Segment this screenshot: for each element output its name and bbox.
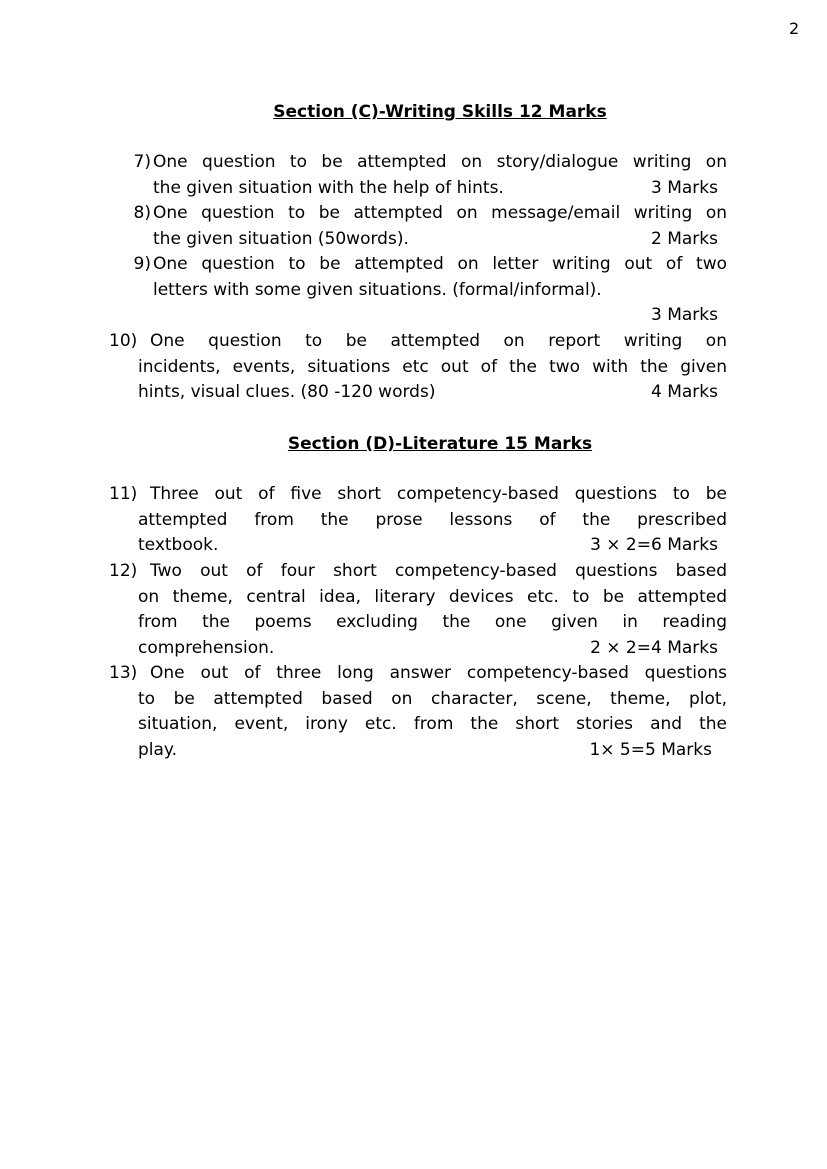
item-text-line: play. [138,739,177,760]
list-item-8 [106,201,727,252]
list-item-11 [106,482,727,559]
item-text-line: One question to be attempted on story/dialogue writing on [153,152,727,172]
item-text-line: letters with some given situations. (formal/informal). [153,279,602,300]
list-item-13 [106,661,727,763]
marks-label: 1× 5=5 Marks [589,739,712,760]
marks-label: 2 × 2=4 Marks [590,637,718,658]
item-text-line: to be attempted based on character, scene, theme, plot, [138,688,727,709]
section-d-heading: Section (D)-Literature 15 Marks [287,434,593,454]
item-text-line: comprehension. [138,637,275,658]
item-text-line: One question to be attempted on report writing on [150,331,727,351]
item-text-line: hints, visual clues. (80 -120 words) [138,382,436,402]
item-text-line: Two out of four short competency-based questions based [150,561,727,581]
item-text-line: situation, event, irony etc. from the short stories and the [138,714,727,734]
item-number: 8) [133,203,151,223]
section-c-heading: Section (C)-Writing Skills 12 Marks [273,102,607,122]
item-number: 13) [109,663,138,683]
marks-label: 3 Marks [651,305,718,325]
list-item-9 [106,252,727,329]
page-number: 2 [789,19,800,38]
list-item-12 [106,559,727,661]
item-number: 10) [109,331,138,351]
item-text-line: textbook. [138,535,219,555]
marks-label: 3 Marks [651,177,718,198]
marks-label: 2 Marks [651,228,718,249]
item-text-line: incidents, events, situations etc out of the two with the given [138,356,727,377]
item-text-line: One question to be attempted on letter writing out of two [153,254,727,274]
item-text-line: Three out of five short competency-based questions to be [150,484,727,504]
list-item-7 [106,150,727,201]
item-number: 9) [133,254,151,274]
item-text-line: on theme, central idea, literary devices etc. to be attempted [138,586,727,607]
item-number: 11) [109,484,138,504]
item-number: 12) [109,561,138,581]
item-text-line: the given situation with the help of hints. [153,177,504,198]
list-item-10 [106,329,727,406]
item-number: 7) [133,152,151,172]
item-text-line: One out of three long answer competency-based questions [150,663,727,683]
item-text-line: the given situation (50words). [153,228,409,249]
item-text-line: from the poems excluding the one given in reading [138,612,727,632]
marks-label: 3 × 2=6 Marks [590,535,718,555]
item-text-line: One question to be attempted on message/email writing on [153,203,727,223]
marks-label: 4 Marks [651,382,718,402]
item-text-line: attempted from the prose lessons of the prescribed [138,509,727,530]
